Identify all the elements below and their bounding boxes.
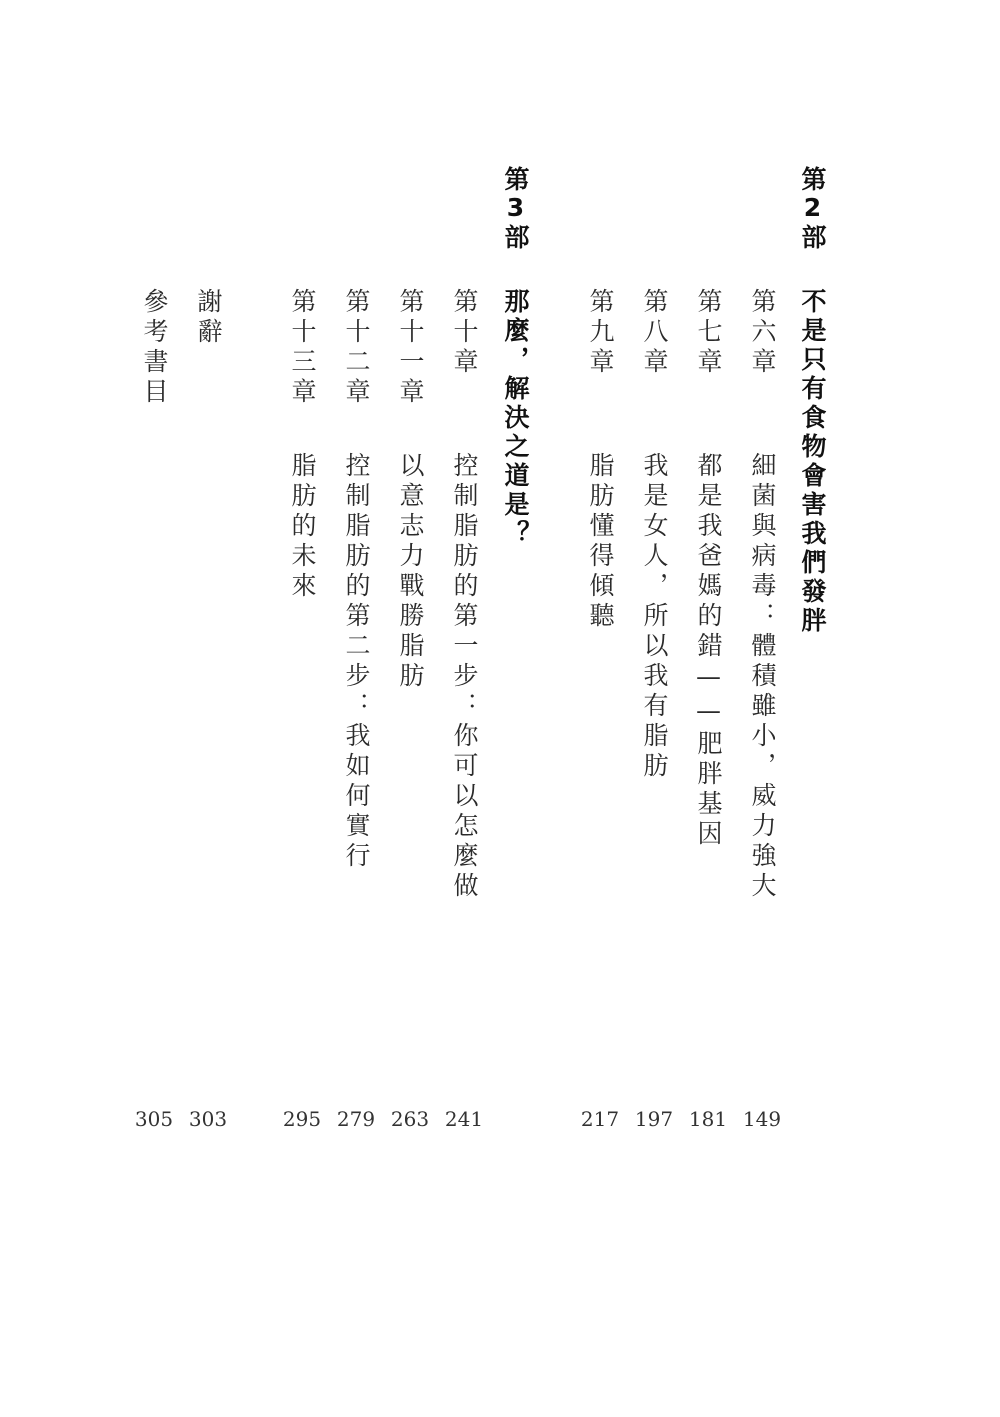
chapter-12-label: 第十二章	[342, 288, 371, 408]
chapter-11-label: 第十一章	[396, 288, 425, 408]
chapter-13-label: 第十三章	[288, 288, 317, 408]
bibliography-label[interactable]: 參考書目	[140, 288, 169, 408]
chapter-8-label: 第八章	[640, 288, 669, 378]
chapter-11-title[interactable]: 以意志力戰勝脂肪	[396, 452, 425, 692]
bibliography-page: 305	[134, 1107, 174, 1131]
part-3-title: 那麼，解決之道是？	[501, 288, 530, 549]
part-2-label: 第2部	[798, 166, 827, 251]
acknowledgements-page: 303	[188, 1107, 228, 1131]
chapter-10-title[interactable]: 控制脂肪的第一步：你可以怎麼做	[450, 452, 479, 902]
part-2-title: 不是只有食物會害我們發胖	[798, 288, 827, 636]
chapter-8-page: 197	[634, 1107, 674, 1131]
chapter-9-page: 217	[580, 1107, 620, 1131]
chapter-6-page: 149	[742, 1107, 782, 1131]
chapter-11-page: 263	[390, 1107, 430, 1131]
chapter-8-title[interactable]: 我是女人，所以我有脂肪	[640, 452, 669, 782]
chapter-13-page: 295	[282, 1107, 322, 1131]
chapter-10-label: 第十章	[450, 288, 479, 378]
chapter-6-label: 第六章	[748, 288, 777, 378]
chapter-12-page: 279	[336, 1107, 376, 1131]
part-3-label: 第3部	[501, 166, 530, 251]
acknowledgements-label[interactable]: 謝辭	[194, 288, 223, 348]
chapter-13-title[interactable]: 脂肪的未來	[288, 452, 317, 602]
chapter-9-title[interactable]: 脂肪懂得傾聽	[586, 452, 615, 632]
chapter-12-title[interactable]: 控制脂肪的第二步：我如何實行	[342, 452, 371, 872]
chapter-6-title[interactable]: 細菌與病毒：體積雖小，威力強大	[748, 452, 777, 902]
chapter-7-page: 181	[688, 1107, 728, 1131]
chapter-9-label: 第九章	[586, 288, 615, 378]
chapter-7-label: 第七章	[694, 288, 723, 378]
chapter-7-title[interactable]: 都是我爸媽的錯——肥胖基因	[694, 452, 723, 850]
chapter-10-page: 241	[444, 1107, 484, 1131]
